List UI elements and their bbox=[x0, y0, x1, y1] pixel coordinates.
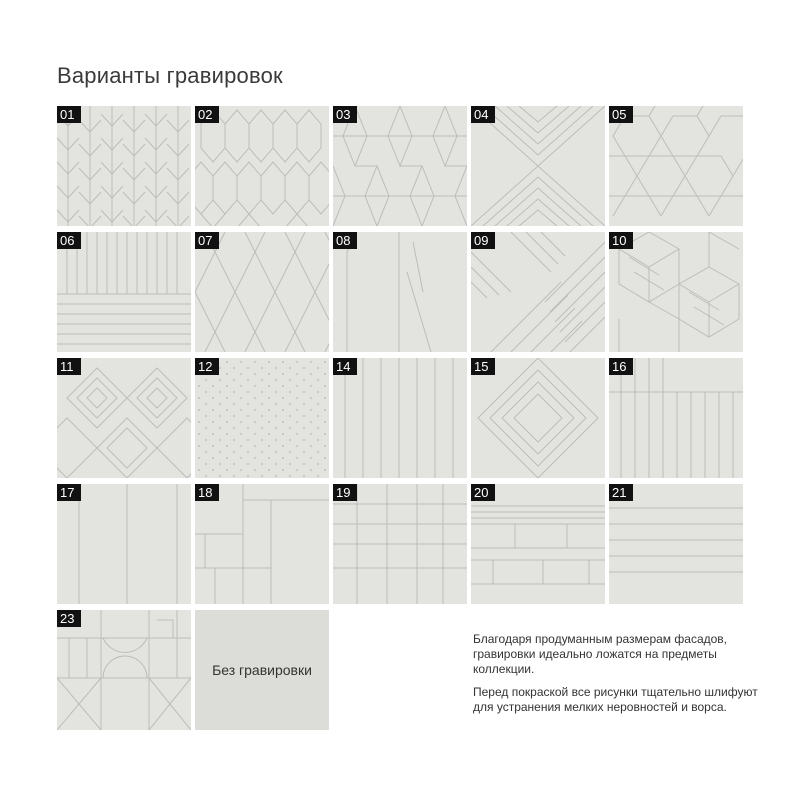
tile-number: 16 bbox=[609, 358, 633, 375]
diamond-lattice-pattern bbox=[195, 232, 329, 352]
wide-vertical-lines-pattern bbox=[57, 484, 191, 604]
tile-number: 02 bbox=[195, 106, 219, 123]
tile-number: 10 bbox=[609, 232, 633, 249]
engraving-tile-02[interactable] bbox=[195, 106, 329, 226]
engraving-tile-19[interactable] bbox=[333, 484, 467, 604]
tile-number: 19 bbox=[333, 484, 357, 501]
engraving-tile-12[interactable] bbox=[195, 358, 329, 478]
tile-number: 04 bbox=[471, 106, 495, 123]
engraving-tile-20[interactable] bbox=[471, 484, 605, 604]
engraving-tile-18[interactable] bbox=[195, 484, 329, 604]
tile-number: 17 bbox=[57, 484, 81, 501]
sparse-diagonal-lines-pattern bbox=[333, 232, 467, 352]
engraving-tile-16[interactable] bbox=[609, 358, 743, 478]
vertical-lines-pattern bbox=[333, 358, 467, 478]
top-line-with-verticals-pattern bbox=[609, 358, 743, 478]
grid-pattern bbox=[333, 484, 467, 604]
tile-number: 07 bbox=[195, 232, 219, 249]
elongated-hexagons-pattern bbox=[195, 106, 329, 226]
description-paragraph-1: Благодаря продуманным размерам фасадов, гравировки идеально ложатся на предметы коллекции. bbox=[473, 632, 727, 676]
horizontal-bands-pattern bbox=[471, 484, 605, 604]
description-paragraph-2: Перед покраской все рисунки тщательно шлифуют для устранения мелких неровностей и ворса. bbox=[473, 685, 758, 714]
vertical-and-horizontal-lines-pattern bbox=[57, 232, 191, 352]
tile-number: 21 bbox=[609, 484, 633, 501]
engraving-tile-06[interactable] bbox=[57, 232, 191, 352]
engraving-tile-21[interactable] bbox=[609, 484, 743, 604]
rectangles-pattern bbox=[195, 484, 329, 604]
tumbling-blocks-pattern bbox=[609, 232, 743, 352]
tile-number: 09 bbox=[471, 232, 495, 249]
page-title: Варианты гравировок bbox=[57, 63, 283, 88]
engraving-tile-08[interactable] bbox=[333, 232, 467, 352]
tile-number: 18 bbox=[195, 484, 219, 501]
tile-number: 06 bbox=[57, 232, 81, 249]
engraving-tile-09[interactable] bbox=[471, 232, 605, 352]
tile-number: 15 bbox=[471, 358, 495, 375]
no-engraving-tile[interactable] bbox=[195, 610, 329, 730]
engraving-tile-14[interactable] bbox=[333, 358, 467, 478]
tile-number: 20 bbox=[471, 484, 495, 501]
tile-number: 03 bbox=[333, 106, 357, 123]
engraving-tile-04[interactable] bbox=[471, 106, 605, 226]
engraving-tile-01[interactable] bbox=[57, 106, 191, 226]
geometric-shapes-pattern bbox=[57, 610, 191, 730]
horizontal-lines-pattern bbox=[609, 484, 743, 604]
chevron-x-pattern bbox=[471, 106, 605, 226]
diagonal-stripe-blocks-pattern bbox=[471, 232, 605, 352]
engraving-tile-17[interactable] bbox=[57, 484, 191, 604]
engraving-tile-23[interactable] bbox=[57, 610, 191, 730]
nested-diamonds-pattern bbox=[57, 358, 191, 478]
engraving-tile-03[interactable] bbox=[333, 106, 467, 226]
concentric-diamonds-pattern bbox=[471, 358, 605, 478]
engraving-tile-07[interactable] bbox=[195, 232, 329, 352]
tile-number: 08 bbox=[333, 232, 357, 249]
no-engraving-label: Без гравировки bbox=[212, 662, 312, 678]
herringbone-pattern bbox=[57, 106, 191, 226]
engraving-tile-11[interactable] bbox=[57, 358, 191, 478]
hexagons-pattern bbox=[609, 106, 743, 226]
diamond-stars-pattern bbox=[333, 106, 467, 226]
tile-number: 14 bbox=[333, 358, 357, 375]
engraving-tile-15[interactable] bbox=[471, 358, 605, 478]
dots-pattern bbox=[195, 358, 329, 478]
engraving-tile-10[interactable] bbox=[609, 232, 743, 352]
tile-number: 01 bbox=[57, 106, 81, 123]
engraving-tile-05[interactable] bbox=[609, 106, 743, 226]
tile-number: 23 bbox=[57, 610, 81, 627]
tile-number: 11 bbox=[57, 358, 81, 375]
tile-number: 05 bbox=[609, 106, 633, 123]
tile-number: 12 bbox=[195, 358, 219, 375]
